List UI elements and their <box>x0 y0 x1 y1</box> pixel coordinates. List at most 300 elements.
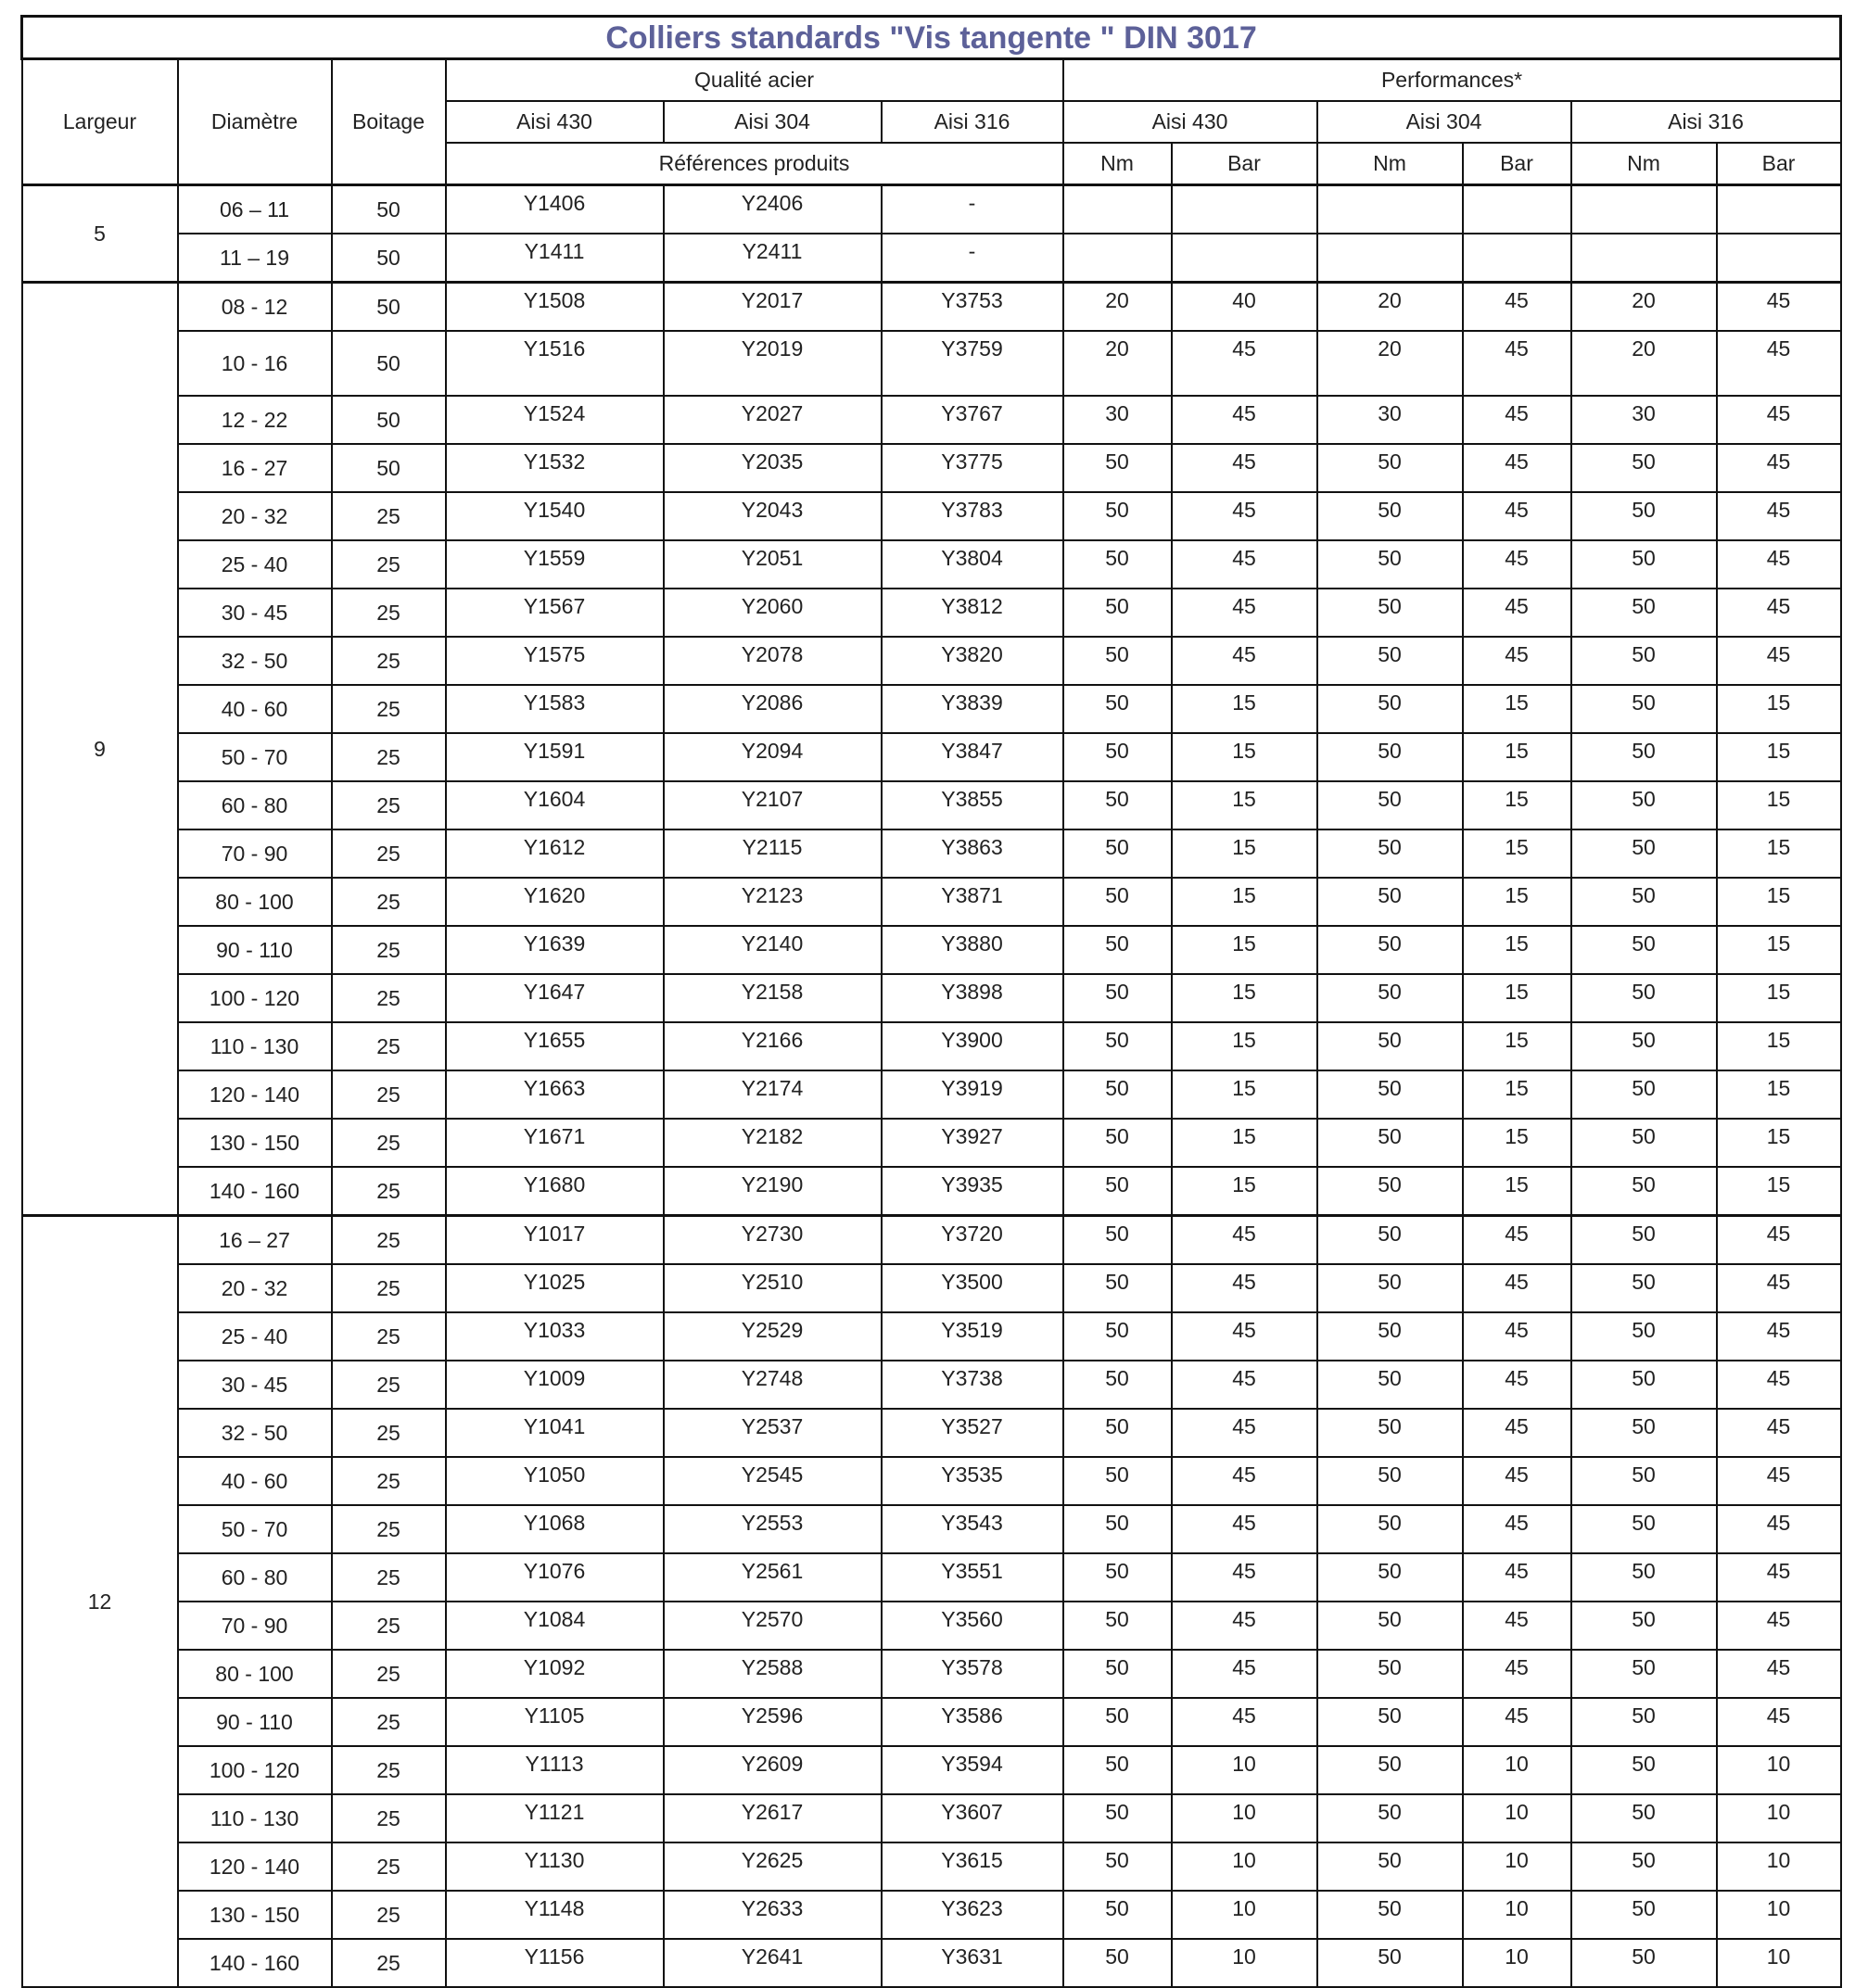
nm-cell: 50 <box>1317 1602 1463 1650</box>
diametre-cell: 06 – 11 <box>178 185 332 234</box>
bar-cell: 45 <box>1717 1505 1841 1553</box>
bar-cell: 45 <box>1717 1698 1841 1746</box>
diametre-cell: 60 - 80 <box>178 1553 332 1602</box>
bar-cell: 45 <box>1717 589 1841 637</box>
nm-cell: 50 <box>1571 1119 1717 1167</box>
bar-cell: 15 <box>1463 926 1571 974</box>
nm-cell: 20 <box>1317 331 1463 396</box>
table-row <box>22 733 1841 781</box>
boitage-cell: 25 <box>332 1119 446 1167</box>
reference-cell: Y2641 <box>664 1939 882 1987</box>
reference-cell: Y2609 <box>664 1746 882 1794</box>
bar-cell: 15 <box>1172 829 1317 878</box>
nm-cell: 50 <box>1317 637 1463 685</box>
header-references-produits: Références produits <box>446 143 1063 185</box>
nm-cell: 50 <box>1317 1361 1463 1409</box>
reference-cell: Y1583 <box>446 685 664 733</box>
nm-cell: 50 <box>1317 540 1463 589</box>
boitage-cell: 25 <box>332 878 446 926</box>
nm-cell: 50 <box>1063 589 1172 637</box>
nm-cell: 20 <box>1317 283 1463 332</box>
table-row <box>22 1312 1841 1361</box>
reference-cell: Y3812 <box>882 589 1063 637</box>
reference-cell: Y2596 <box>664 1698 882 1746</box>
nm-cell: 50 <box>1063 1842 1172 1891</box>
bar-cell: 10 <box>1172 1939 1317 1987</box>
boitage-cell: 25 <box>332 637 446 685</box>
bar-cell: 10 <box>1172 1891 1317 1939</box>
bar-cell: 45 <box>1463 444 1571 492</box>
bar-cell: 45 <box>1717 1216 1841 1265</box>
boitage-cell: 25 <box>332 685 446 733</box>
bar-cell <box>1172 234 1317 283</box>
reference-cell: Y3804 <box>882 540 1063 589</box>
diametre-cell: 80 - 100 <box>178 878 332 926</box>
reference-cell: Y1559 <box>446 540 664 589</box>
header-perf-aisi-430: Aisi 430 <box>1063 101 1317 143</box>
header-perf-aisi-304: Aisi 304 <box>1317 101 1571 143</box>
boitage-cell: 50 <box>332 444 446 492</box>
bar-cell: 15 <box>1717 878 1841 926</box>
bar-cell: 15 <box>1463 1070 1571 1119</box>
reference-cell: Y2406 <box>664 185 882 234</box>
bar-cell: 10 <box>1172 1794 1317 1842</box>
reference-cell: Y3927 <box>882 1119 1063 1167</box>
bar-cell: 45 <box>1172 1216 1317 1265</box>
bar-cell: 45 <box>1172 1650 1317 1698</box>
bar-cell: 15 <box>1172 1070 1317 1119</box>
nm-cell: 50 <box>1571 1505 1717 1553</box>
nm-cell: 50 <box>1571 1891 1717 1939</box>
diametre-cell: 50 - 70 <box>178 733 332 781</box>
bar-cell: 15 <box>1463 781 1571 829</box>
reference-cell: - <box>882 185 1063 234</box>
diametre-cell: 16 - 27 <box>178 444 332 492</box>
bar-cell: 45 <box>1172 589 1317 637</box>
bar-cell: 45 <box>1717 283 1841 332</box>
bar-cell: 45 <box>1463 1698 1571 1746</box>
diametre-cell: 32 - 50 <box>178 1409 332 1457</box>
bar-cell: 15 <box>1172 1022 1317 1070</box>
table-row <box>22 829 1841 878</box>
bar-cell: 15 <box>1717 733 1841 781</box>
nm-cell: 50 <box>1571 589 1717 637</box>
header-qualite-aisi-430: Aisi 430 <box>446 101 664 143</box>
bar-cell: 10 <box>1463 1939 1571 1987</box>
reference-cell: Y1540 <box>446 492 664 540</box>
table-row <box>22 878 1841 926</box>
nm-cell <box>1571 185 1717 234</box>
table-row <box>22 331 1841 396</box>
header-diametre: Diamètre <box>178 59 332 185</box>
nm-cell: 50 <box>1571 1746 1717 1794</box>
boitage-cell: 25 <box>332 1409 446 1457</box>
bar-cell: 45 <box>1172 1553 1317 1602</box>
reference-cell: Y2529 <box>664 1312 882 1361</box>
reference-cell: Y2060 <box>664 589 882 637</box>
bar-cell: 10 <box>1717 1746 1841 1794</box>
reference-cell: Y3855 <box>882 781 1063 829</box>
table-row <box>22 540 1841 589</box>
nm-cell: 50 <box>1571 1264 1717 1312</box>
table-row <box>22 396 1841 444</box>
diametre-cell: 90 - 110 <box>178 926 332 974</box>
nm-cell: 50 <box>1063 829 1172 878</box>
boitage-cell: 25 <box>332 733 446 781</box>
nm-cell: 50 <box>1317 1216 1463 1265</box>
reference-cell: Y3767 <box>882 396 1063 444</box>
bar-cell: 15 <box>1717 1119 1841 1167</box>
reference-cell: Y2617 <box>664 1794 882 1842</box>
reference-cell: Y1411 <box>446 234 664 283</box>
reference-cell: Y2027 <box>664 396 882 444</box>
bar-cell: 45 <box>1463 492 1571 540</box>
nm-cell: 50 <box>1571 1939 1717 1987</box>
diametre-cell: 130 - 150 <box>178 1891 332 1939</box>
nm-cell: 50 <box>1063 733 1172 781</box>
nm-cell: 50 <box>1317 1650 1463 1698</box>
bar-cell: 45 <box>1172 1505 1317 1553</box>
bar-cell: 45 <box>1463 396 1571 444</box>
table-row <box>22 1553 1841 1602</box>
bar-cell: 45 <box>1463 1216 1571 1265</box>
table-row <box>22 781 1841 829</box>
reference-cell: Y3720 <box>882 1216 1063 1265</box>
nm-cell: 50 <box>1063 1553 1172 1602</box>
reference-cell: Y1604 <box>446 781 664 829</box>
bar-cell: 15 <box>1172 685 1317 733</box>
reference-cell: Y3863 <box>882 829 1063 878</box>
table-row <box>22 926 1841 974</box>
bar-cell: 45 <box>1717 1361 1841 1409</box>
nm-cell: 50 <box>1317 1746 1463 1794</box>
boitage-cell: 25 <box>332 1602 446 1650</box>
bar-cell: 45 <box>1717 444 1841 492</box>
nm-cell: 50 <box>1317 974 1463 1022</box>
bar-cell: 10 <box>1172 1842 1317 1891</box>
diametre-cell: 08 - 12 <box>178 283 332 332</box>
table-row <box>22 1746 1841 1794</box>
diametre-cell: 80 - 100 <box>178 1650 332 1698</box>
nm-cell: 50 <box>1063 1650 1172 1698</box>
boitage-cell: 25 <box>332 829 446 878</box>
diametre-cell: 30 - 45 <box>178 589 332 637</box>
nm-cell: 50 <box>1317 1794 1463 1842</box>
nm-cell: 50 <box>1571 781 1717 829</box>
reference-cell: Y2730 <box>664 1216 882 1265</box>
table-row <box>22 234 1841 283</box>
nm-cell: 50 <box>1571 685 1717 733</box>
boitage-cell: 50 <box>332 331 446 396</box>
reference-cell: Y2166 <box>664 1022 882 1070</box>
boitage-cell: 25 <box>332 1794 446 1842</box>
table-row <box>22 1409 1841 1457</box>
boitage-cell: 25 <box>332 1650 446 1698</box>
bar-cell: 15 <box>1172 974 1317 1022</box>
diametre-cell: 30 - 45 <box>178 1361 332 1409</box>
boitage-cell: 25 <box>332 1746 446 1794</box>
nm-cell: 50 <box>1317 1505 1463 1553</box>
reference-cell: Y1680 <box>446 1167 664 1216</box>
nm-cell: 50 <box>1063 781 1172 829</box>
reference-cell: Y2035 <box>664 444 882 492</box>
bar-cell: 45 <box>1172 331 1317 396</box>
reference-cell: Y1655 <box>446 1022 664 1070</box>
nm-cell: 50 <box>1063 1070 1172 1119</box>
diametre-cell: 25 - 40 <box>178 1312 332 1361</box>
nm-cell: 50 <box>1063 637 1172 685</box>
nm-cell: 50 <box>1063 1746 1172 1794</box>
nm-cell: 50 <box>1571 926 1717 974</box>
nm-cell: 20 <box>1571 283 1717 332</box>
boitage-cell: 25 <box>332 1939 446 1987</box>
bar-cell: 45 <box>1463 637 1571 685</box>
header-performances: Performances* <box>1063 59 1841 102</box>
table-row <box>22 1505 1841 1553</box>
boitage-cell: 25 <box>332 1891 446 1939</box>
bar-cell: 15 <box>1172 1119 1317 1167</box>
bar-cell: 45 <box>1717 637 1841 685</box>
reference-cell: Y3607 <box>882 1794 1063 1842</box>
nm-cell: 50 <box>1317 1409 1463 1457</box>
bar-cell: 45 <box>1172 1698 1317 1746</box>
table-row <box>22 1842 1841 1891</box>
reference-cell: Y2182 <box>664 1119 882 1167</box>
diametre-cell: 70 - 90 <box>178 829 332 878</box>
bar-cell: 45 <box>1172 1457 1317 1505</box>
reference-cell: Y2561 <box>664 1553 882 1602</box>
reference-cell: Y2570 <box>664 1602 882 1650</box>
reference-cell: Y1516 <box>446 331 664 396</box>
largeur-cell: 12 <box>22 1216 178 1988</box>
table-row <box>22 1119 1841 1167</box>
table-row <box>22 1167 1841 1216</box>
bar-cell: 45 <box>1463 1505 1571 1553</box>
reference-cell: Y3898 <box>882 974 1063 1022</box>
reference-cell: Y2086 <box>664 685 882 733</box>
boitage-cell: 25 <box>332 1505 446 1553</box>
nm-cell: 50 <box>1317 1312 1463 1361</box>
bar-cell: 10 <box>1463 1746 1571 1794</box>
reference-cell: Y2553 <box>664 1505 882 1553</box>
bar-cell: 10 <box>1717 1939 1841 1987</box>
nm-cell: 50 <box>1571 829 1717 878</box>
reference-cell: Y2190 <box>664 1167 882 1216</box>
reference-cell: Y1041 <box>446 1409 664 1457</box>
nm-cell: 50 <box>1571 1409 1717 1457</box>
reference-cell: Y2123 <box>664 878 882 926</box>
reference-cell: Y3839 <box>882 685 1063 733</box>
reference-cell: Y3871 <box>882 878 1063 926</box>
nm-cell: 50 <box>1571 492 1717 540</box>
reference-cell: Y2107 <box>664 781 882 829</box>
boitage-cell: 25 <box>332 1842 446 1891</box>
nm-cell: 50 <box>1571 974 1717 1022</box>
bar-cell: 45 <box>1463 540 1571 589</box>
diametre-cell: 32 - 50 <box>178 637 332 685</box>
diametre-cell: 70 - 90 <box>178 1602 332 1650</box>
bar-cell: 45 <box>1172 1409 1317 1457</box>
bar-cell: 45 <box>1463 1409 1571 1457</box>
table-row <box>22 1794 1841 1842</box>
diametre-cell: 100 - 120 <box>178 974 332 1022</box>
reference-cell: Y2017 <box>664 283 882 332</box>
bar-cell: 15 <box>1172 926 1317 974</box>
nm-cell: 50 <box>1063 878 1172 926</box>
nm-cell: 50 <box>1571 878 1717 926</box>
boitage-cell: 25 <box>332 781 446 829</box>
reference-cell: Y1148 <box>446 1891 664 1939</box>
nm-cell: 50 <box>1063 1264 1172 1312</box>
bar-cell: 15 <box>1717 926 1841 974</box>
nm-cell: 50 <box>1317 1939 1463 1987</box>
reference-cell: Y2748 <box>664 1361 882 1409</box>
bar-cell: 45 <box>1717 492 1841 540</box>
bar-cell: 45 <box>1717 1312 1841 1361</box>
table-row <box>22 283 1841 332</box>
largeur-cell: 5 <box>22 185 178 283</box>
diametre-cell: 11 – 19 <box>178 234 332 283</box>
nm-cell: 50 <box>1571 444 1717 492</box>
reference-cell: Y1612 <box>446 829 664 878</box>
reference-cell: Y2078 <box>664 637 882 685</box>
bar-cell: 45 <box>1172 637 1317 685</box>
reference-cell: Y2545 <box>664 1457 882 1505</box>
nm-cell: 50 <box>1571 1022 1717 1070</box>
reference-cell: Y3847 <box>882 733 1063 781</box>
largeur-cell: 9 <box>22 283 178 1216</box>
bar-cell: 45 <box>1463 1361 1571 1409</box>
header-qualite-aisi-316: Aisi 316 <box>882 101 1063 143</box>
reference-cell: Y1113 <box>446 1746 664 1794</box>
bar-cell: 15 <box>1717 781 1841 829</box>
bar-cell: 15 <box>1463 1022 1571 1070</box>
bar-cell: 15 <box>1717 1070 1841 1119</box>
nm-cell: 50 <box>1571 733 1717 781</box>
nm-cell: 50 <box>1063 1409 1172 1457</box>
reference-cell: Y1092 <box>446 1650 664 1698</box>
bar-cell: 45 <box>1463 589 1571 637</box>
reference-cell: Y3527 <box>882 1409 1063 1457</box>
nm-cell: 50 <box>1317 926 1463 974</box>
reference-cell: Y2043 <box>664 492 882 540</box>
nm-cell: 50 <box>1317 781 1463 829</box>
nm-cell: 50 <box>1571 1794 1717 1842</box>
bar-cell: 45 <box>1172 444 1317 492</box>
table-row <box>22 685 1841 733</box>
reference-cell: Y1084 <box>446 1602 664 1650</box>
reference-cell: Y1647 <box>446 974 664 1022</box>
reference-cell: Y2411 <box>664 234 882 283</box>
reference-cell: Y3519 <box>882 1312 1063 1361</box>
bar-cell: 45 <box>1717 540 1841 589</box>
reference-cell: Y3551 <box>882 1553 1063 1602</box>
diametre-cell: 16 – 27 <box>178 1216 332 1265</box>
nm-cell: 50 <box>1063 1891 1172 1939</box>
bar-cell: 45 <box>1463 1457 1571 1505</box>
bar-cell: 15 <box>1717 829 1841 878</box>
nm-cell: 50 <box>1571 1361 1717 1409</box>
header-nm: Nm <box>1063 143 1172 185</box>
reference-cell: Y1591 <box>446 733 664 781</box>
reference-cell: Y1639 <box>446 926 664 974</box>
nm-cell: 50 <box>1063 444 1172 492</box>
bar-cell: 45 <box>1463 1602 1571 1650</box>
nm-cell: 50 <box>1063 1361 1172 1409</box>
reference-cell: - <box>882 234 1063 283</box>
bar-cell: 45 <box>1717 1409 1841 1457</box>
bar-cell: 15 <box>1717 685 1841 733</box>
diametre-cell: 140 - 160 <box>178 1939 332 1987</box>
nm-cell <box>1063 234 1172 283</box>
reference-cell: Y1105 <box>446 1698 664 1746</box>
nm-cell: 50 <box>1571 1070 1717 1119</box>
reference-cell: Y2019 <box>664 331 882 396</box>
boitage-cell: 25 <box>332 1022 446 1070</box>
table-title: Colliers standards "Vis tangente " DIN 3017 <box>22 17 1841 59</box>
header-bar: Bar <box>1172 143 1317 185</box>
nm-cell: 20 <box>1063 331 1172 396</box>
reference-cell: Y1009 <box>446 1361 664 1409</box>
bar-cell: 45 <box>1717 1650 1841 1698</box>
boitage-cell: 25 <box>332 1167 446 1216</box>
nm-cell: 50 <box>1317 1119 1463 1167</box>
reference-cell: Y3753 <box>882 283 1063 332</box>
reference-cell: Y1068 <box>446 1505 664 1553</box>
nm-cell: 50 <box>1571 540 1717 589</box>
diametre-cell: 130 - 150 <box>178 1119 332 1167</box>
nm-cell: 20 <box>1063 283 1172 332</box>
nm-cell: 30 <box>1571 396 1717 444</box>
reference-cell: Y2588 <box>664 1650 882 1698</box>
reference-cell: Y3919 <box>882 1070 1063 1119</box>
nm-cell: 50 <box>1063 1022 1172 1070</box>
bar-cell: 15 <box>1172 781 1317 829</box>
table-row <box>22 974 1841 1022</box>
nm-cell: 50 <box>1317 878 1463 926</box>
reference-cell: Y2140 <box>664 926 882 974</box>
header-bar: Bar <box>1463 143 1571 185</box>
diametre-cell: 50 - 70 <box>178 1505 332 1553</box>
bar-cell: 15 <box>1463 829 1571 878</box>
boitage-cell: 50 <box>332 234 446 283</box>
reference-cell: Y3615 <box>882 1842 1063 1891</box>
nm-cell: 50 <box>1063 1794 1172 1842</box>
reference-cell: Y1017 <box>446 1216 664 1265</box>
reference-cell: Y2051 <box>664 540 882 589</box>
boitage-cell: 50 <box>332 185 446 234</box>
reference-cell: Y3880 <box>882 926 1063 974</box>
bar-cell: 15 <box>1717 1167 1841 1216</box>
reference-cell: Y2510 <box>664 1264 882 1312</box>
diametre-cell: 110 - 130 <box>178 1022 332 1070</box>
bar-cell: 15 <box>1172 878 1317 926</box>
bar-cell <box>1717 185 1841 234</box>
diametre-cell: 25 - 40 <box>178 540 332 589</box>
boitage-cell: 50 <box>332 396 446 444</box>
nm-cell: 20 <box>1571 331 1717 396</box>
boitage-cell: 25 <box>332 1553 446 1602</box>
bar-cell: 45 <box>1717 331 1841 396</box>
nm-cell: 50 <box>1063 1216 1172 1265</box>
bar-cell: 40 <box>1172 283 1317 332</box>
diametre-cell: 40 - 60 <box>178 1457 332 1505</box>
reference-cell: Y3759 <box>882 331 1063 396</box>
reference-cell: Y1575 <box>446 637 664 685</box>
nm-cell <box>1317 185 1463 234</box>
din3017-table <box>20 15 1842 1988</box>
nm-cell: 50 <box>1317 589 1463 637</box>
